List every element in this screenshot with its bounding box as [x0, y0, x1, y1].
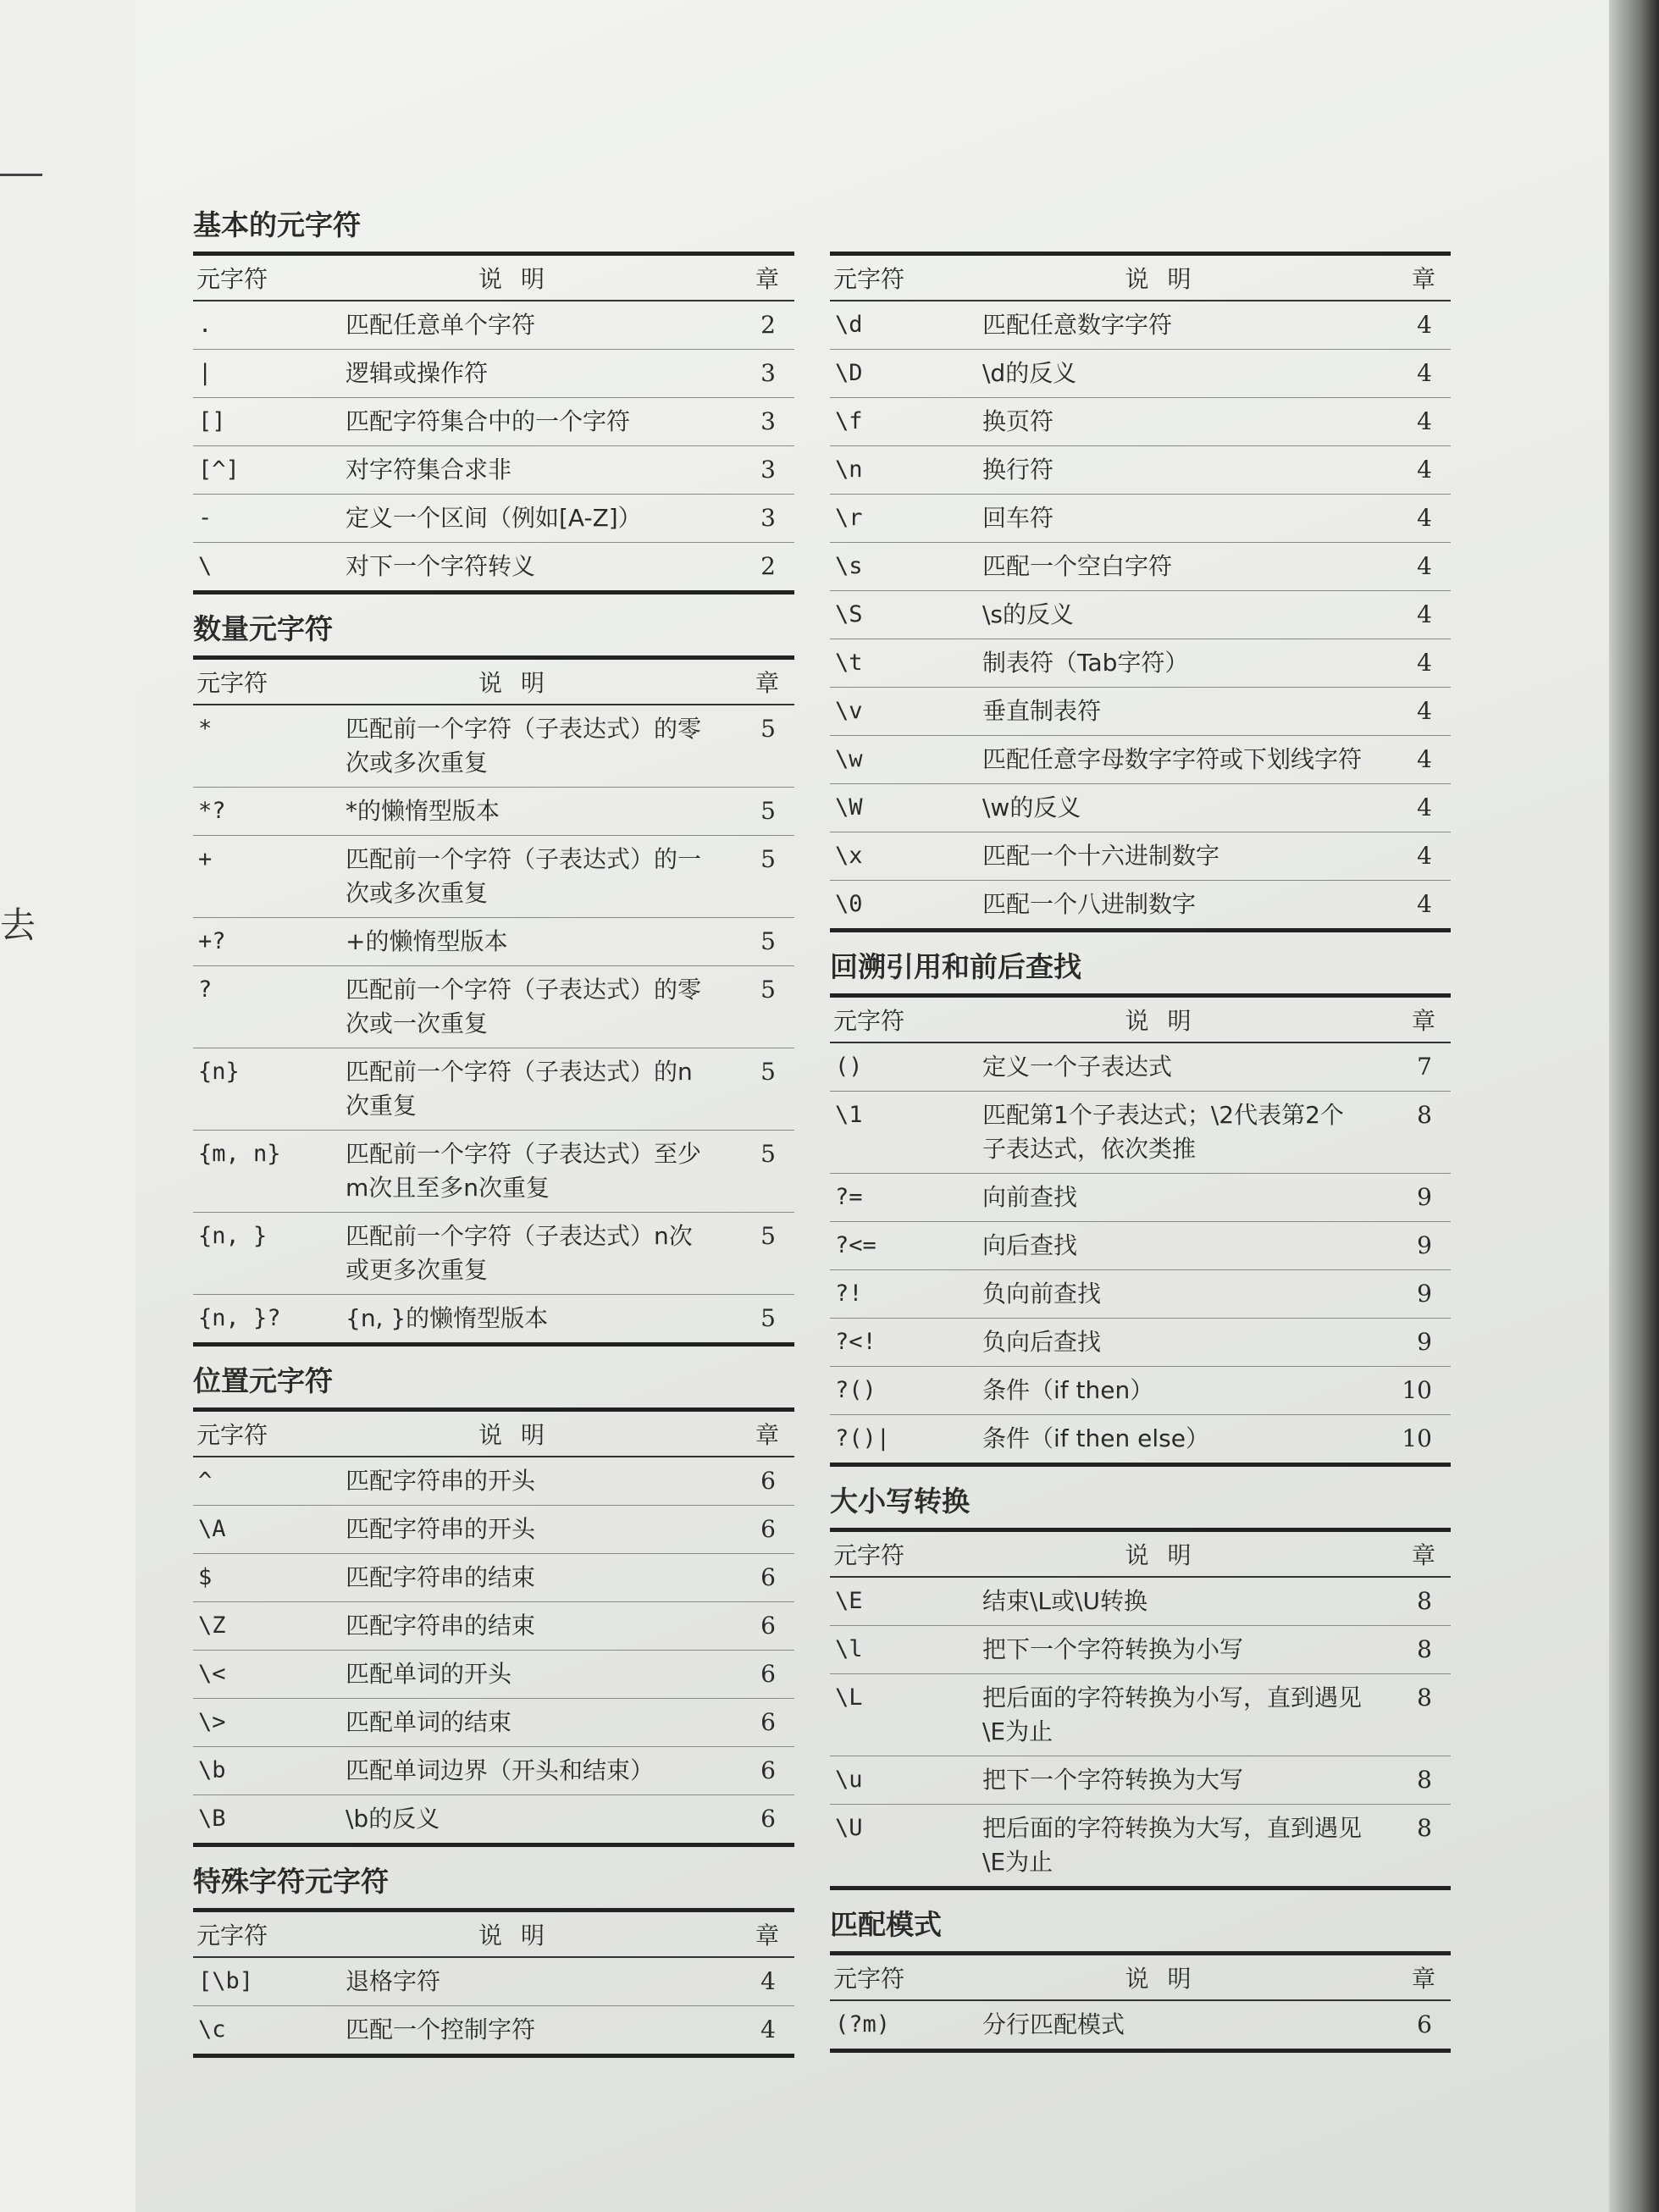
table-header-row — [193, 254, 794, 301]
cell-desc: 定义一个子表达式 — [965, 1042, 1369, 1092]
cell-sym: \d — [830, 301, 965, 350]
cell-sym: ?= — [830, 1174, 965, 1222]
table-row — [830, 1415, 1451, 1465]
cell-sym: {m, n} — [193, 1131, 329, 1213]
table-row — [193, 1213, 794, 1295]
table-row — [830, 1092, 1451, 1174]
cell-sym: \> — [193, 1699, 329, 1747]
table-header-row — [830, 1530, 1451, 1578]
cell-ch: 10 — [1369, 1367, 1451, 1415]
table-row — [830, 881, 1451, 931]
header-desc: 说明 — [329, 254, 713, 301]
cell-sym: [] — [193, 398, 329, 446]
table-row — [193, 1554, 794, 1602]
table-row — [193, 398, 794, 446]
header-sym: 元字符 — [193, 254, 329, 301]
cell-ch: 4 — [713, 1957, 794, 2006]
cell-desc: \d的反义 — [965, 350, 1369, 398]
cell-sym: \D — [830, 350, 965, 398]
cell-ch: 6 — [713, 1602, 794, 1651]
cell-desc: 匹配单词的开头 — [329, 1651, 713, 1699]
header-ch: 章 — [713, 1410, 794, 1457]
table-row — [193, 1506, 794, 1554]
table-row — [830, 1805, 1451, 1888]
cell-desc: 把下一个字符转换为小写 — [965, 1626, 1369, 1674]
table-row — [830, 1222, 1451, 1270]
cell-sym: + — [193, 836, 329, 918]
header-sym: 元字符 — [830, 1954, 965, 2001]
table-row — [830, 1577, 1451, 1626]
cell-sym: [\b] — [193, 1957, 329, 2006]
cell-sym: ?! — [830, 1270, 965, 1319]
cell-ch: 4 — [1369, 832, 1451, 881]
cell-desc: 匹配字符串的结束 — [329, 1602, 713, 1651]
cell-ch: 8 — [1369, 1577, 1451, 1626]
table-row — [193, 543, 794, 593]
table-row — [830, 2000, 1451, 2051]
cell-ch: 6 — [713, 1699, 794, 1747]
cell-ch: 4 — [1369, 543, 1451, 591]
cell-desc: 对下一个字符转义 — [346, 552, 536, 580]
table-row — [830, 543, 1451, 591]
cell-ch: 9 — [1369, 1222, 1451, 1270]
header-ch: 章 — [1369, 996, 1451, 1043]
cell-sym: \L — [830, 1674, 965, 1756]
facing-page-margin — [0, 0, 135, 2212]
cell-sym: \E — [830, 1577, 965, 1626]
cell-sym: \n — [830, 446, 965, 495]
cell-sym: \r — [830, 495, 965, 543]
cell-sym: \l — [830, 1626, 965, 1674]
cell-sym: * — [193, 705, 329, 788]
cell-desc: \s的反义 — [965, 591, 1369, 639]
cell-ch: 7 — [1369, 1042, 1451, 1092]
cell-ch: 5 — [713, 1213, 794, 1295]
cell-desc: 匹配前一个字符（子表达式）至少m次且至多n次重复 — [329, 1131, 713, 1213]
cell-sym: ?() — [830, 1367, 965, 1415]
cell-desc: 负向前查找 — [965, 1270, 1369, 1319]
cell-sym: (?m) — [835, 2011, 891, 2038]
cell-desc: 匹配单词边界（开头和结束） — [329, 1747, 713, 1795]
cell-sym: \W — [830, 784, 965, 832]
cell-ch: 8 — [1369, 1092, 1451, 1174]
cell-desc: 对字符集合求非 — [329, 446, 713, 495]
cell-ch: 3 — [713, 398, 794, 446]
cell-ch: 8 — [1369, 1756, 1451, 1805]
metachar-table — [193, 655, 794, 1347]
table-row — [193, 1795, 794, 1845]
cell-sym: {n, }? — [198, 1305, 281, 1331]
cell-ch: 5 — [713, 1048, 794, 1131]
table-row — [193, 966, 794, 1048]
cell-desc: 匹配字符串的结束 — [329, 1554, 713, 1602]
table-row — [193, 1699, 794, 1747]
table-row — [193, 2006, 794, 2056]
table-row — [830, 832, 1451, 881]
cell-sym: [^] — [193, 446, 329, 495]
cell-desc: 匹配任意字母数字字符或下划线字符 — [965, 736, 1369, 784]
cell-ch: 4 — [1369, 639, 1451, 688]
header-sym: 元字符 — [830, 996, 965, 1043]
header-ch: 章 — [713, 1911, 794, 1958]
cell-sym: ?()| — [835, 1425, 891, 1452]
table-row — [193, 705, 794, 788]
table-header-row — [830, 996, 1451, 1043]
cell-ch: 4 — [1369, 301, 1451, 350]
cell-ch: 5 — [713, 705, 794, 788]
table-row — [193, 1131, 794, 1213]
cell-desc: 匹配任意数字字符 — [965, 301, 1369, 350]
cell-sym: {n, } — [193, 1213, 329, 1295]
cell-sym: ?<= — [830, 1222, 965, 1270]
table-row — [193, 1957, 794, 2006]
metachar-table — [830, 252, 1451, 932]
cell-ch: 6 — [713, 1554, 794, 1602]
table-row — [830, 350, 1451, 398]
cell-desc: 逻辑或操作符 — [329, 350, 713, 398]
cell-sym: \w — [830, 736, 965, 784]
cell-desc: 匹配字符集合中的一个字符 — [329, 398, 713, 446]
cell-ch: 6 — [713, 1747, 794, 1795]
table-row — [193, 1602, 794, 1651]
cell-desc: 匹配前一个字符（子表达式）的一次或多次重复 — [329, 836, 713, 918]
header-sym: 元字符 — [830, 1530, 965, 1578]
cell-sym: {n} — [193, 1048, 329, 1131]
table-row — [193, 836, 794, 918]
header-ch: 章 — [1369, 1954, 1451, 2001]
cell-sym: \U — [835, 1815, 863, 1841]
header-ch: 章 — [713, 658, 794, 705]
cell-ch: 5 — [713, 1131, 794, 1213]
table-header-row — [830, 254, 1451, 301]
cell-sym: \c — [198, 2016, 226, 2043]
cell-desc: {n, }的懒惰型版本 — [346, 1304, 549, 1332]
table-row — [193, 301, 794, 350]
cell-desc: 匹配字符串的开头 — [329, 1506, 713, 1554]
cell-desc: +的懒惰型版本 — [329, 918, 713, 966]
cell-ch: 10 — [1402, 1424, 1432, 1452]
header-sym: 元字符 — [193, 658, 329, 705]
cell-sym: () — [830, 1042, 965, 1092]
header-desc: 说明 — [965, 1954, 1369, 2001]
cell-sym: \t — [830, 639, 965, 688]
table-row — [830, 1174, 1451, 1222]
table-row — [830, 591, 1451, 639]
table-row — [830, 1270, 1451, 1319]
table-row — [193, 788, 794, 836]
cell-sym: . — [193, 301, 329, 350]
cell-desc: 条件（if then else） — [982, 1424, 1209, 1452]
header-desc: 说明 — [329, 658, 713, 705]
cell-ch: 5 — [713, 788, 794, 836]
cell-sym: \< — [193, 1651, 329, 1699]
section-title: 位置元字符 — [193, 1364, 333, 1397]
table-header-row — [193, 1410, 794, 1457]
cell-sym: \x — [830, 832, 965, 881]
table-row — [193, 446, 794, 495]
cell-desc: 匹配前一个字符（子表达式）n次或更多次重复 — [329, 1213, 713, 1295]
cell-desc: 条件（if then） — [965, 1367, 1369, 1415]
cell-desc: \w的反义 — [965, 784, 1369, 832]
table-header-row — [193, 1911, 794, 1958]
cell-sym: \S — [830, 591, 965, 639]
cell-desc: *的懒惰型版本 — [329, 788, 713, 836]
cell-desc: 匹配一个八进制数字 — [982, 890, 1197, 918]
cell-desc: 向前查找 — [965, 1174, 1369, 1222]
cell-sym: \A — [193, 1506, 329, 1554]
cell-sym: +? — [193, 918, 329, 966]
table-row — [830, 495, 1451, 543]
cell-desc: 垂直制表符 — [965, 688, 1369, 736]
cell-desc: 匹配任意单个字符 — [329, 301, 713, 350]
table-row — [193, 918, 794, 966]
cell-ch: 5 — [713, 836, 794, 918]
cell-ch: 3 — [713, 446, 794, 495]
section-title: 数量元字符 — [193, 612, 333, 645]
header-desc: 说明 — [965, 1530, 1369, 1578]
metachar-table — [830, 993, 1451, 1467]
cell-desc: 结束\L或\U转换 — [965, 1577, 1369, 1626]
cell-desc: 匹配一个十六进制数字 — [965, 832, 1369, 881]
cell-sym: \s — [830, 543, 965, 591]
header-sym: 元字符 — [830, 254, 965, 301]
metachar-table — [193, 252, 794, 594]
section-title — [830, 199, 1451, 252]
table-header-row — [830, 1954, 1451, 2001]
cell-ch: 4 — [1369, 398, 1451, 446]
cell-ch: 9 — [1369, 1319, 1451, 1367]
table-row — [830, 398, 1451, 446]
table-row — [193, 350, 794, 398]
cell-desc: 把后面的字符转换为大写，直到遇见\E为止 — [982, 1814, 1363, 1876]
section-title: 特殊字符元字符 — [193, 1865, 389, 1898]
table-row — [830, 1319, 1451, 1367]
cell-desc: 匹配第1个子表达式；\2代表第2个子表达式，依次类推 — [965, 1092, 1369, 1174]
header-desc: 说明 — [329, 1410, 713, 1457]
cell-sym: \B — [198, 1806, 226, 1832]
cell-desc: 退格字符 — [329, 1957, 713, 2006]
table-row — [830, 1674, 1451, 1756]
cell-ch: 4 — [760, 2016, 776, 2043]
cell-desc: 分行匹配模式 — [982, 2010, 1125, 2038]
cell-sym: $ — [193, 1554, 329, 1602]
cell-desc: \b的反义 — [346, 1805, 440, 1833]
cell-desc: 向后查找 — [965, 1222, 1369, 1270]
cell-sym: \0 — [835, 891, 863, 917]
header-ch: 章 — [1369, 254, 1451, 301]
header-sym: 元字符 — [193, 1911, 329, 1958]
cell-sym: \v — [830, 688, 965, 736]
cell-ch: 4 — [1369, 591, 1451, 639]
table-row — [830, 736, 1451, 784]
cell-ch: 6 — [713, 1506, 794, 1554]
section-title: 匹配模式 — [830, 1908, 942, 1941]
table-row — [830, 301, 1451, 350]
cell-ch: 9 — [1369, 1270, 1451, 1319]
cell-ch: 4 — [1369, 736, 1451, 784]
cell-ch: 9 — [1369, 1174, 1451, 1222]
table-row — [830, 1626, 1451, 1674]
table-row — [193, 1457, 794, 1506]
cell-desc: 匹配一个控制字符 — [346, 2016, 536, 2043]
cell-desc: 匹配单词的结束 — [329, 1699, 713, 1747]
cell-desc: 把后面的字符转换为小写，直到遇见\E为止 — [965, 1674, 1369, 1756]
cell-sym: ?<! — [830, 1319, 965, 1367]
cell-ch: 6 — [1417, 2010, 1432, 2038]
header-ch: 章 — [1369, 1530, 1451, 1578]
cell-sym: ? — [193, 966, 329, 1048]
cell-sym: \b — [193, 1747, 329, 1795]
cell-ch: 4 — [1369, 446, 1451, 495]
cell-desc: 匹配前一个字符（子表达式）的n次重复 — [329, 1048, 713, 1131]
margin-dash — [0, 174, 42, 176]
table-header-row — [193, 658, 794, 705]
cell-ch: 5 — [713, 918, 794, 966]
header-desc: 说明 — [965, 996, 1369, 1043]
header-desc: 说明 — [329, 1911, 713, 1958]
cell-ch: 4 — [1369, 688, 1451, 736]
metachar-table — [193, 1908, 794, 2058]
cell-sym: *? — [193, 788, 329, 836]
cell-desc: 匹配字符串的开头 — [329, 1457, 713, 1506]
header-sym: 元字符 — [193, 1410, 329, 1457]
section-title: 大小写转换 — [830, 1485, 970, 1518]
cell-ch: 8 — [1369, 1674, 1451, 1756]
cell-desc: 回车符 — [965, 495, 1369, 543]
cell-sym: - — [193, 495, 329, 543]
left-column — [193, 191, 794, 2058]
cell-sym: | — [193, 350, 329, 398]
table-row — [830, 784, 1451, 832]
cell-desc: 负向后查找 — [965, 1319, 1369, 1367]
cell-sym: \f — [830, 398, 965, 446]
cell-ch: 8 — [1417, 1814, 1432, 1842]
cell-ch: 6 — [713, 1457, 794, 1506]
table-row — [830, 1367, 1451, 1415]
section-title: 回溯引用和前后查找 — [830, 950, 1081, 983]
cell-desc: 制表符（Tab字符） — [965, 639, 1369, 688]
table-row — [193, 1651, 794, 1699]
cell-ch: 5 — [713, 966, 794, 1048]
cell-ch: 4 — [1417, 890, 1432, 918]
cell-desc: 定义一个区间（例如[A-Z]） — [329, 495, 713, 543]
margin-character: 去 — [0, 904, 36, 946]
cell-ch: 6 — [713, 1651, 794, 1699]
table-row — [830, 446, 1451, 495]
metachar-table — [830, 1528, 1451, 1890]
cell-desc: 把下一个字符转换为大写 — [965, 1756, 1369, 1805]
cell-ch: 2 — [760, 552, 776, 580]
table-row — [193, 1295, 794, 1345]
table-row — [193, 495, 794, 543]
table-row — [830, 1042, 1451, 1092]
cell-sym: \ — [198, 553, 213, 579]
cell-ch: 2 — [713, 301, 794, 350]
table-row — [830, 639, 1451, 688]
cell-desc: 换页符 — [965, 398, 1369, 446]
table-row — [193, 1048, 794, 1131]
right-column — [830, 191, 1451, 2053]
cell-ch: 4 — [1369, 350, 1451, 398]
cell-desc: 匹配一个空白字符 — [965, 543, 1369, 591]
cell-desc: 匹配前一个字符（子表达式）的零次或一次重复 — [329, 966, 713, 1048]
cell-sym: \Z — [193, 1602, 329, 1651]
page-edge-shadow — [1609, 0, 1659, 2212]
cell-ch: 6 — [760, 1805, 776, 1833]
cell-ch: 4 — [1369, 495, 1451, 543]
table-row — [830, 688, 1451, 736]
metachar-table — [830, 1951, 1451, 2053]
metachar-table — [193, 1407, 794, 1847]
cell-ch: 4 — [1369, 784, 1451, 832]
cell-ch: 5 — [760, 1304, 776, 1332]
header-desc: 说明 — [965, 254, 1369, 301]
cell-sym: ^ — [193, 1457, 329, 1506]
table-row — [193, 1747, 794, 1795]
header-ch: 章 — [713, 254, 794, 301]
cell-sym: \1 — [830, 1092, 965, 1174]
table-row — [830, 1756, 1451, 1805]
cell-ch: 8 — [1369, 1626, 1451, 1674]
cell-sym: \u — [830, 1756, 965, 1805]
cell-desc: 匹配前一个字符（子表达式）的零次或多次重复 — [329, 705, 713, 788]
cell-ch: 3 — [713, 350, 794, 398]
cell-ch: 3 — [713, 495, 794, 543]
cell-desc: 换行符 — [965, 446, 1369, 495]
section-title: 基本的元字符 — [193, 208, 361, 241]
